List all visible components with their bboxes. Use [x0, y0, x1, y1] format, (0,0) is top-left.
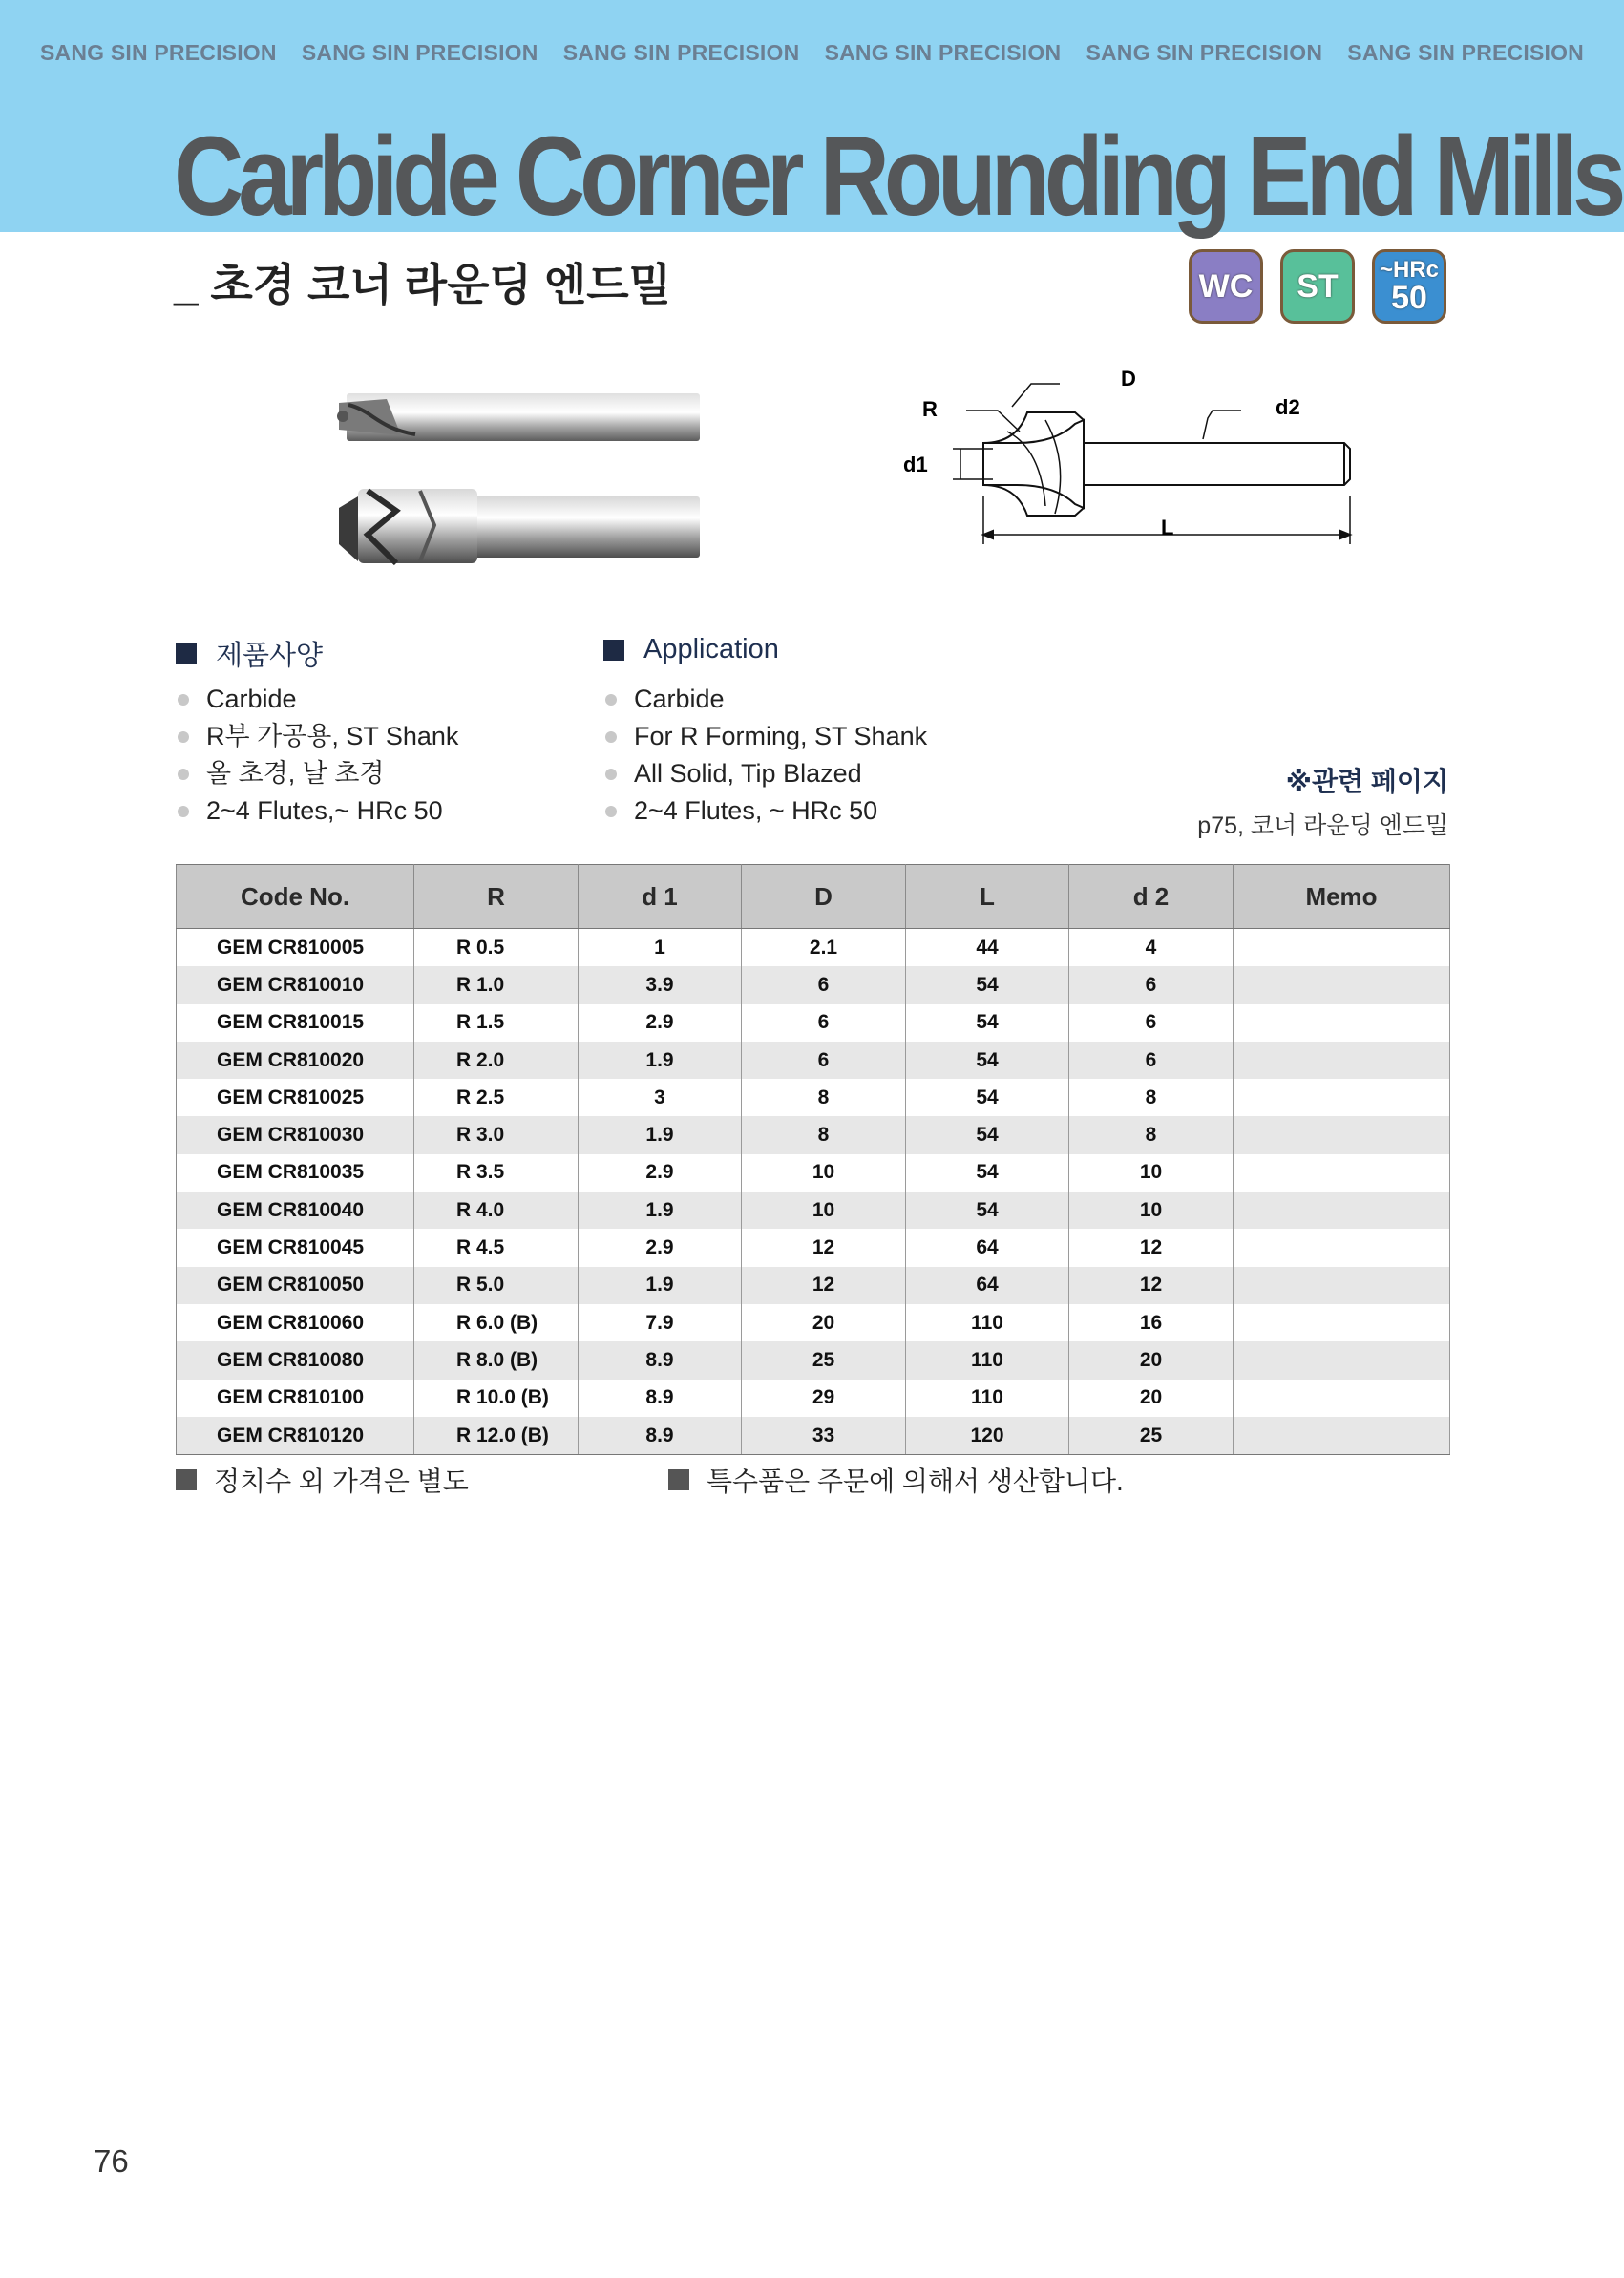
table-cell: 6	[1069, 1004, 1234, 1042]
table-cell: 3	[579, 1079, 742, 1116]
table-cell: 16	[1069, 1304, 1234, 1341]
table-cell: 8.9	[579, 1380, 742, 1417]
table-cell: 10	[1069, 1192, 1234, 1229]
table-cell: 10	[742, 1192, 906, 1229]
table-cell: 110	[906, 1304, 1069, 1341]
table-cell: 64	[906, 1229, 1069, 1266]
table-cell: 12	[1069, 1229, 1234, 1266]
table-cell: 8.9	[579, 1341, 742, 1379]
table-cell	[1234, 1380, 1450, 1417]
table-cell: R 12.0 (B)	[414, 1417, 579, 1455]
table-row	[177, 1229, 1450, 1266]
table-cell: GEM CR810015	[177, 1004, 414, 1042]
related-page-link[interactable]: p75, 코너 라운딩 엔드밀	[1197, 812, 1448, 839]
table-cell: 25	[1069, 1417, 1234, 1455]
table-cell: GEM CR810005	[177, 929, 414, 967]
spec-list	[178, 681, 458, 830]
product-photo	[329, 382, 711, 573]
list-item: Carbide	[605, 681, 927, 718]
table-cell: GEM CR810060	[177, 1304, 414, 1341]
table-cell: GEM CR810020	[177, 1042, 414, 1079]
table-cell: 1.9	[579, 1267, 742, 1304]
related-page	[1197, 761, 1448, 841]
table-cell: 54	[906, 1004, 1069, 1042]
list-item: 2~4 Flutes,~ HRc 50	[178, 792, 458, 830]
table-cell: R 2.5	[414, 1079, 579, 1116]
brand-label: SANG SIN PRECISION	[562, 40, 800, 65]
table-cell: 33	[742, 1417, 906, 1455]
table-cell	[1234, 1267, 1450, 1304]
drawing-label-d1: d1	[903, 453, 928, 476]
table-cell: 8	[1069, 1116, 1234, 1153]
table-cell	[1234, 1154, 1450, 1192]
table-cell: 64	[906, 1267, 1069, 1304]
table-cell: 6	[742, 1004, 906, 1042]
column-header: Code No.	[177, 865, 414, 929]
table-row	[177, 1154, 1450, 1192]
table-cell: 6	[1069, 1042, 1234, 1079]
table-cell: GEM CR810045	[177, 1229, 414, 1266]
page-title: Carbide Corner Rounding End Mills	[174, 114, 1621, 240]
table-cell: GEM CR810040	[177, 1192, 414, 1229]
material-badges	[1189, 249, 1446, 324]
application-heading-text: Application	[643, 634, 779, 664]
table-cell: 54	[906, 1192, 1069, 1229]
table-cell: GEM CR810120	[177, 1417, 414, 1455]
table-cell: GEM CR810030	[177, 1116, 414, 1153]
table-cell	[1234, 966, 1450, 1003]
drawing-label-d2: d2	[1276, 395, 1300, 419]
table-cell: 7.9	[579, 1304, 742, 1341]
table-cell: 54	[906, 1079, 1069, 1116]
table-cell: 54	[906, 1116, 1069, 1153]
spec-heading-text: 제품사양	[216, 641, 324, 671]
table-cell: 4	[1069, 929, 1234, 967]
page-subtitle: _ 초경 코너 라운딩 엔드밀	[174, 260, 672, 309]
table-cell: 54	[906, 1154, 1069, 1192]
table-cell: 1	[579, 929, 742, 967]
table-row	[177, 1304, 1450, 1341]
table-cell: 110	[906, 1380, 1069, 1417]
table-row	[177, 1116, 1450, 1153]
brand-label: SANG SIN PRECISION	[40, 40, 277, 65]
special-order-note-text: 특수품은 주문에 의해서 생산합니다.	[707, 1466, 1124, 1496]
special-order-note	[668, 1461, 1124, 1499]
st-badge: ST	[1280, 249, 1355, 324]
table-row	[177, 1417, 1450, 1455]
spec-heading	[176, 634, 323, 673]
table-row	[177, 1341, 1450, 1379]
table-cell	[1234, 1042, 1450, 1079]
table-cell: 2.9	[579, 1229, 742, 1266]
table-row	[177, 1079, 1450, 1116]
table-cell: R 1.5	[414, 1004, 579, 1042]
brand-label: SANG SIN PRECISION	[1347, 40, 1584, 65]
table-cell: R 5.0	[414, 1267, 579, 1304]
hrc-badge-top: ~HRc	[1379, 257, 1440, 283]
table-cell	[1234, 1192, 1450, 1229]
table-cell: 8	[742, 1116, 906, 1153]
table-cell: GEM CR810035	[177, 1154, 414, 1192]
table-cell: GEM CR810050	[177, 1267, 414, 1304]
brand-label: SANG SIN PRECISION	[301, 40, 538, 65]
table-cell	[1234, 1417, 1450, 1455]
table-cell: 6	[742, 966, 906, 1003]
table-cell: R 8.0 (B)	[414, 1341, 579, 1379]
table-cell: R 6.0 (B)	[414, 1304, 579, 1341]
table-cell: 25	[742, 1341, 906, 1379]
table-cell: R 4.5	[414, 1229, 579, 1266]
hrc-badge-bottom: 50	[1391, 280, 1427, 316]
drawing-label-r: R	[922, 397, 938, 421]
table-cell: 2.1	[742, 929, 906, 967]
list-item: Carbide	[178, 681, 458, 718]
table-cell: 8	[1069, 1079, 1234, 1116]
table-row	[177, 1380, 1450, 1417]
brand-label: SANG SIN PRECISION	[824, 40, 1062, 65]
table-row	[177, 1267, 1450, 1304]
table-cell: 10	[742, 1154, 906, 1192]
wc-badge: WC	[1189, 249, 1263, 324]
table-cell: 8	[742, 1079, 906, 1116]
column-header: D	[742, 865, 906, 929]
table-cell: 20	[1069, 1341, 1234, 1379]
drawing-label-d: D	[1121, 367, 1136, 390]
table-cell: GEM CR810080	[177, 1341, 414, 1379]
table-cell: 44	[906, 929, 1069, 967]
dimension-drawing	[888, 363, 1365, 563]
table-cell: 2.9	[579, 1154, 742, 1192]
column-header: R	[414, 865, 579, 929]
table-cell: 1.9	[579, 1042, 742, 1079]
table-cell: 110	[906, 1341, 1069, 1379]
table-cell: 20	[742, 1304, 906, 1341]
square-bullet-icon	[176, 1469, 197, 1490]
drawing-label-l: L	[1161, 516, 1174, 539]
list-item: 2~4 Flutes, ~ HRc 50	[605, 792, 927, 830]
list-item: For R Forming, ST Shank	[605, 718, 927, 755]
square-bullet-icon	[668, 1469, 689, 1490]
table-cell: R 2.0	[414, 1042, 579, 1079]
table-row	[177, 1192, 1450, 1229]
table-cell: R 1.0	[414, 966, 579, 1003]
list-item: R부 가공용, ST Shank	[178, 718, 458, 755]
price-note-text: 정치수 외 가격은 별도	[214, 1466, 469, 1496]
table-cell	[1234, 1304, 1450, 1341]
table-cell: 29	[742, 1380, 906, 1417]
table-cell: GEM CR810100	[177, 1380, 414, 1417]
column-header: d 2	[1069, 865, 1234, 929]
application-heading	[603, 634, 779, 665]
table-cell: 10	[1069, 1154, 1234, 1192]
table-header-row	[177, 865, 1450, 929]
table-cell	[1234, 1004, 1450, 1042]
table-row	[177, 1004, 1450, 1042]
page-number: 76	[94, 2143, 129, 2179]
table-cell: 54	[906, 966, 1069, 1003]
table-cell: 54	[906, 1042, 1069, 1079]
table-cell: R 3.5	[414, 1154, 579, 1192]
brand-row	[40, 40, 1584, 66]
spec-table	[176, 864, 1450, 1455]
table-cell	[1234, 1079, 1450, 1116]
price-note	[176, 1461, 469, 1499]
table-row	[177, 966, 1450, 1003]
application-list	[605, 681, 927, 830]
table-cell: 6	[1069, 966, 1234, 1003]
brand-label: SANG SIN PRECISION	[1086, 40, 1323, 65]
table-cell: 6	[742, 1042, 906, 1079]
table-cell: 1.9	[579, 1116, 742, 1153]
table-cell: 8.9	[579, 1417, 742, 1455]
table-cell: GEM CR810010	[177, 966, 414, 1003]
table-cell: 3.9	[579, 966, 742, 1003]
square-bullet-icon	[603, 640, 624, 661]
table-cell: 12	[1069, 1267, 1234, 1304]
table-cell	[1234, 1116, 1450, 1153]
table-row	[177, 929, 1450, 967]
column-header: Memo	[1234, 865, 1450, 929]
table-cell	[1234, 929, 1450, 967]
column-header: d 1	[579, 865, 742, 929]
list-item: All Solid, Tip Blazed	[605, 755, 927, 792]
column-header: L	[906, 865, 1069, 929]
table-cell: 12	[742, 1229, 906, 1266]
table-cell: 120	[906, 1417, 1069, 1455]
table-cell: R 3.0	[414, 1116, 579, 1153]
table-cell: 20	[1069, 1380, 1234, 1417]
table-cell: 1.9	[579, 1192, 742, 1229]
table-cell: R 0.5	[414, 929, 579, 967]
table-row	[177, 1042, 1450, 1079]
hrc-badge	[1372, 249, 1446, 324]
table-cell: 12	[742, 1267, 906, 1304]
table-cell: GEM CR810025	[177, 1079, 414, 1116]
table-cell	[1234, 1341, 1450, 1379]
table-cell: R 10.0 (B)	[414, 1380, 579, 1417]
table-cell	[1234, 1229, 1450, 1266]
square-bullet-icon	[176, 643, 197, 664]
table-cell: 2.9	[579, 1004, 742, 1042]
list-item: 올 초경, 날 초경	[178, 755, 458, 792]
table-cell: R 4.0	[414, 1192, 579, 1229]
related-heading: ※관련 페이지	[1285, 767, 1448, 796]
